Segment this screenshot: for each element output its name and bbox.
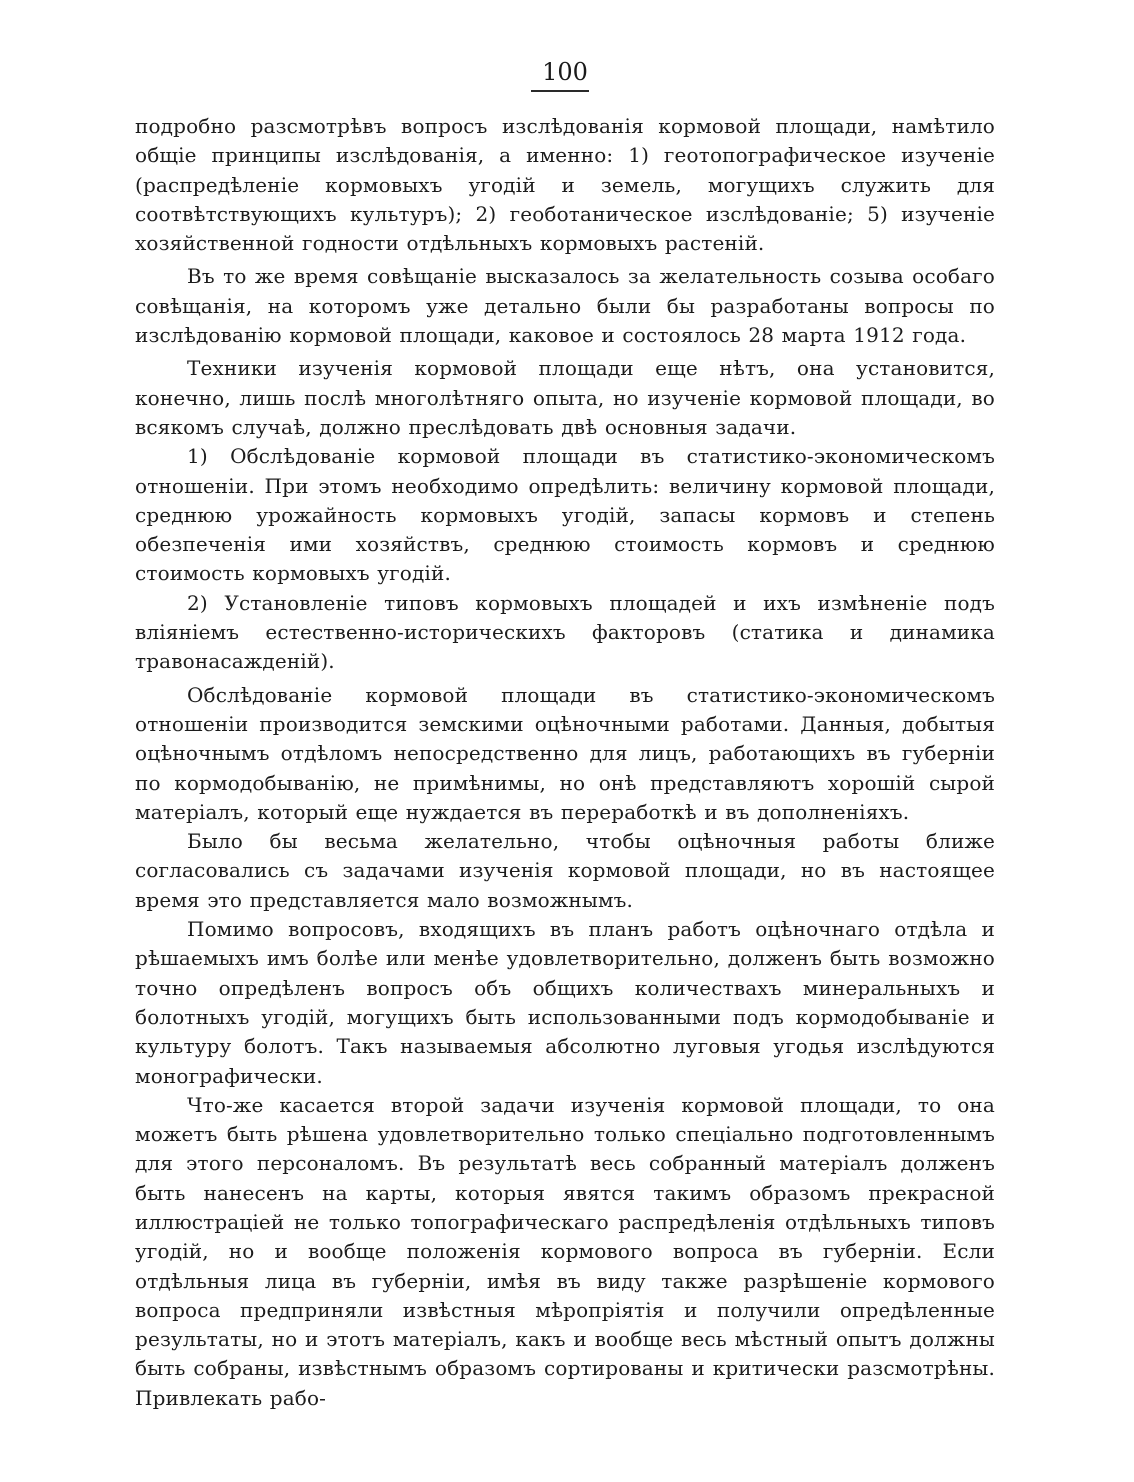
page-number-rule [531,90,589,92]
paragraph-7: Было бы весьма желательно, чтобы оцѣночныя работы ближе согласовались съ задачами изученія кормовой площади, но въ настоящее время это представляется мало возможнымъ. [135,829,995,912]
paragraph-1: подробно разсмотрѣвъ вопросъ изслѣдованія кормовой площади, намѣтило общіе принципы изслѣдованія, а именно: 1) геотопографическое изученіе (распредѣленіе кормовыхъ угодій и земель, могущихъ служить для соотвѣтствующихъ культуръ); 2) геоботаническое изслѣдованіе; 5) изученіе хозяйственной годности отдѣльныхъ кормовыхъ растеній. [135,114,995,256]
paragraph-9: Что-же касается второй задачи изученія кормовой площади, то она можетъ быть рѣшена удовлетворительно только спеціально подготовленнымъ для этого персоналомъ. Въ результатѣ весь собранный матеріалъ долженъ быть нанесенъ на карты, которыя явятся такимъ образомъ прекрасной иллюстраціей не только топографическаго распредѣленія отдѣльныхъ типовъ угодій, но и вообще положенія кормового вопроса въ губерніи. Если отдѣльныя лица въ губерніи, имѣя въ виду также разрѣшеніе кормового вопроса предприняли извѣстныя мѣропріятія и получили опредѣленные результаты, но и этотъ матеріалъ, какъ и вообще весь мѣстный опытъ должны быть собраны, извѣстнымъ образомъ сортированы и критически разсмотрѣны. Привлекать рабо- [135,1092,995,1410]
paragraph-6: Обслѣдованіе кормовой площади въ статистико-экономическомъ отношеніи производится земскими оцѣночными работами. Данныя, добытыя оцѣночнымъ отдѣломъ непосредственно для лицъ, работающихъ въ губерніи по кормодобыванію, не примѣнимы, но онѣ представляютъ хорошій сырой матеріалъ, который еще нуждается въ переработкѣ и въ дополненіяхъ. [135,682,995,824]
paragraph-2: Въ то же время совѣщаніе высказалось за желательность созыва особаго совѣщанія, на которомъ уже детально были бы разработаны вопросы по изслѣдованію кормовой площади, каковое и состоялось 28 марта 1912 года. [135,264,995,348]
paragraph-3: Техники изученія кормовой площади еще нѣтъ, она установится, конечно, лишь послѣ многолѣтняго опыта, но изученіе кормовой площади, во всякомъ случаѣ, должно преслѣдовать двѣ основныя задачи. [135,356,995,439]
body-text [135,112,995,1413]
paragraph-4: 1) Обслѣдованіе кормовой площади въ статистико-экономическомъ отношеніи. При этомъ необходимо опредѣлить: величину кормовой площади, среднюю урожайность кормовыхъ угодій, запасы кормовъ и степень обезпеченія ими хозяйствъ, среднюю стоимость кормовъ и среднюю стоимость кормовыхъ угодій. [135,444,995,586]
paragraph-5: 2) Установленіе типовъ кормовыхъ площадей и ихъ измѣненіе подъ вліяніемъ естественно-историческихъ факторовъ (статика и динамика травонасажденій). [135,590,995,674]
paragraph-8: Помимо вопросовъ, входящихъ въ планъ работъ оцѣночнаго отдѣла и рѣшаемыхъ имъ болѣе или менѣе удовлетворительно, долженъ быть возможно точно опредѣленъ вопросъ объ общихъ количествахъ минеральныхъ и болотныхъ угодій, могущихъ быть использованными подъ кормодобываніе и культуру болотъ. Такъ называемыя абсолютно луговыя угодья изслѣдуются монографически. [135,917,995,1088]
page-number: 100 [542,58,588,86]
